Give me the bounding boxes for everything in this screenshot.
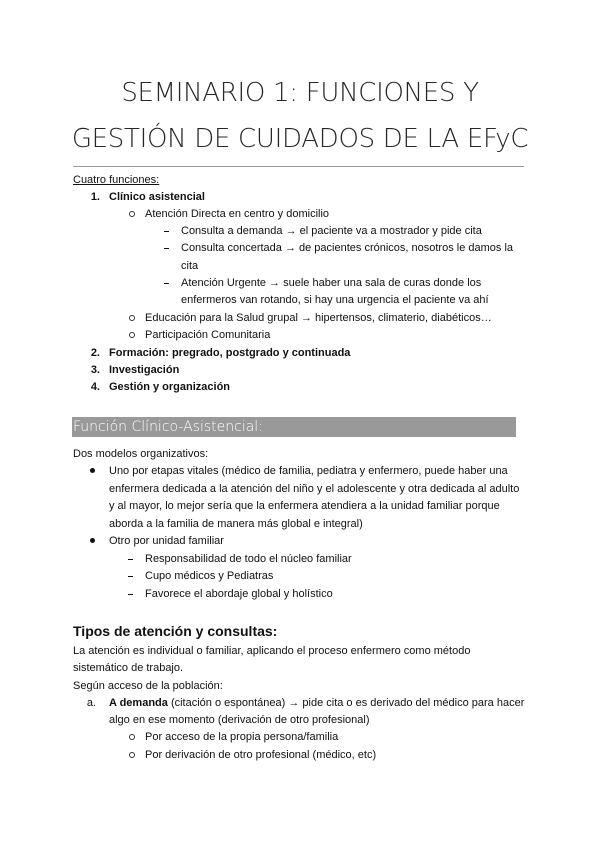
modelos-heading: Dos modelos organizativos:	[73, 448, 209, 460]
sub-item-participacion: Participación Comunitaria	[145, 329, 271, 341]
list-letter-a: a.	[86, 697, 96, 709]
tipos-heading: Tipos de atención y consultas:	[73, 623, 278, 639]
dash-item-responsabilidad: Responsabilidad de todo el núcleo familiar	[145, 553, 352, 565]
circle-bullet	[129, 752, 135, 758]
item-a-sub-2: Por derivación de otro profesional (médico, etc)	[145, 749, 377, 761]
dash-bullet	[164, 248, 169, 249]
cuatro-funciones-heading: Cuatro funciones:	[73, 174, 160, 186]
sub-item-educacion: Educación para la Salud grupal → hipertensos, climaterio, diabéticos…	[145, 312, 492, 324]
bullet-unidad-familiar: Otro por unidad familiar	[109, 535, 224, 547]
item-a-line-1	[109, 696, 524, 710]
tipos-para-line-2: sistemático de trabajo.	[73, 662, 184, 674]
bullet-etapas-line-2: enfermera dedicada a la atención del niño y el adolescente y otra dedicada al adulto	[109, 483, 520, 495]
disc-bullet	[90, 468, 95, 473]
item-a-rest: (citación o espontánea) → pide cita o es derivado del médico para hacer	[167, 697, 525, 709]
bullet-etapas-line-4: aborda a la familia de manera más global e integral)	[109, 518, 363, 530]
dash-item-favorece: Favorece el abordaje global y holístico	[145, 588, 333, 600]
circle-bullet	[129, 332, 135, 338]
title-line-1: SEMINARIO 1: FUNCIONES Y	[121, 78, 479, 108]
list-item-investigacion: Investigación	[109, 364, 180, 376]
dash-bullet	[128, 559, 133, 560]
dash-bullet	[164, 231, 169, 232]
subsub-consulta-demanda: Consulta a demanda → el paciente va a mostrador y pide cita	[181, 225, 482, 237]
list-item-gestion: Gestión y organización	[109, 381, 231, 393]
circle-bullet	[129, 315, 135, 321]
section-banner-text: Función Clínico-Asistencial:	[73, 419, 263, 435]
title-line-2: GESTIÓN DE CUIDADOS DE LA EFyC	[71, 124, 529, 154]
subsub-consulta-concertada-cont: cita	[181, 260, 199, 272]
tipos-para-line-1: La atención es individual o familiar, aplicando el proceso enfermero como método	[73, 645, 471, 657]
acceso-heading: Según acceso de la población:	[73, 680, 223, 692]
subsub-atencion-urgente: Atención Urgente → suele haber una sala de curas donde los	[181, 277, 482, 289]
page-title	[60, 70, 540, 162]
list-item-clinico: Clínico asistencial	[109, 191, 205, 203]
list-number-4: 4.	[90, 381, 100, 393]
list-number-3: 3.	[90, 364, 100, 376]
dash-item-cupo: Cupo médicos y Pediatras	[145, 570, 274, 582]
dash-bullet	[164, 283, 169, 284]
item-a-line-2: algo en ese momento (derivación de otro profesional)	[109, 714, 370, 726]
disc-bullet	[90, 538, 95, 543]
title-divider	[73, 166, 524, 167]
list-item-formacion: Formación: pregrado, postgrado y continuada	[109, 347, 351, 359]
list-number-1: 1.	[90, 191, 100, 203]
bullet-etapas-line-3: y al mayor, lo mejor sería que la enfermera atendiera a la unidad familiar porque	[109, 500, 500, 512]
list-number-2: 2.	[90, 347, 100, 359]
item-a-sub-1: Por acceso de la propia persona/familia	[145, 731, 339, 743]
circle-bullet	[129, 734, 135, 740]
subsub-consulta-concertada: Consulta concertada → de pacientes crónicos, nosotros le damos la	[181, 242, 514, 254]
section-banner	[72, 417, 516, 437]
dash-bullet	[128, 594, 133, 595]
circle-bullet	[129, 211, 135, 217]
bullet-etapas-line-1: Uno por etapas vitales (médico de familia, pediatra y enfermero, puede haber una	[109, 465, 508, 477]
item-a-bold: A demanda	[109, 697, 168, 709]
subsub-atencion-urgente-cont: enfermeros van rotando, si hay una urgencia el paciente va ahí	[181, 294, 489, 306]
dash-bullet	[128, 576, 133, 577]
sub-item-atencion-directa: Atención Directa en centro y domicilio	[145, 208, 330, 220]
